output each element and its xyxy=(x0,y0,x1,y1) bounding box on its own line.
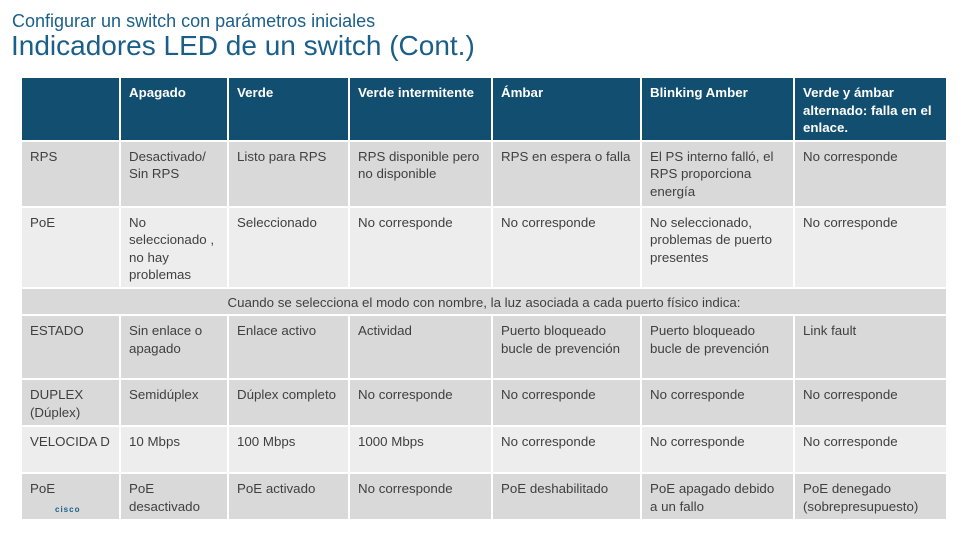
table-header-row xyxy=(21,77,947,141)
table-cell: No corresponde xyxy=(794,426,947,473)
table-cell: Actividad xyxy=(349,315,492,379)
table-cell: Dúplex completo xyxy=(228,379,349,426)
table-cell: PoE denegado (sobrepresupuesto) xyxy=(794,473,947,520)
header-cell: Apagado xyxy=(120,77,228,141)
table-cell: 100 Mbps xyxy=(228,426,349,473)
table-cell: No seleccionado , no hay problemas xyxy=(120,207,228,288)
table-cell: El PS interno falló, el RPS proporciona energía xyxy=(641,141,794,207)
note-cell: Cuando se selecciona el modo con nombre, la luz asociada a cada puerto físico indica: xyxy=(21,288,947,316)
table-cell: No corresponde xyxy=(794,207,947,288)
table-cell: No corresponde xyxy=(349,473,492,520)
table-cell: Listo para RPS xyxy=(228,141,349,207)
row-label: PoE xyxy=(21,207,120,288)
table-cell: No corresponde xyxy=(794,141,947,207)
table-cell: No corresponde xyxy=(794,379,947,426)
table-cell: PoE apagado debido a un fallo xyxy=(641,473,794,520)
table-cell: 1000 Mbps xyxy=(349,426,492,473)
row-label: PoE xyxy=(21,473,120,520)
table-cell: No seleccionado, problemas de puerto presentes xyxy=(641,207,794,288)
header-cell xyxy=(21,77,120,141)
table-cell: No corresponde xyxy=(349,207,492,288)
table-cell: No corresponde xyxy=(641,426,794,473)
table-cell: RPS en espera o falla xyxy=(492,141,641,207)
table-cell: Puerto bloqueado bucle de prevención xyxy=(492,315,641,379)
table-cell: Link fault xyxy=(794,315,947,379)
table-row xyxy=(21,315,947,379)
table-cell: Seleccionado xyxy=(228,207,349,288)
table-cell: Semidúplex xyxy=(120,379,228,426)
table-row xyxy=(21,426,947,473)
header-cell: Verde y ámbar alternado: falla en el enlace. xyxy=(794,77,947,141)
header-cell: Verde xyxy=(228,77,349,141)
table-row xyxy=(21,473,947,520)
table-cell: Puerto bloqueado bucle de prevención xyxy=(641,315,794,379)
header-cell: Verde intermitente xyxy=(349,77,492,141)
table-cell: Desactivado/ Sin RPS xyxy=(120,141,228,207)
row-label: DUPLEX (Dúplex) xyxy=(21,379,120,426)
header-cell: Blinking Amber xyxy=(641,77,794,141)
table-cell: No corresponde xyxy=(492,426,641,473)
table-cell: No corresponde xyxy=(492,207,641,288)
table-row xyxy=(21,379,947,426)
header-cell: Ámbar xyxy=(492,77,641,141)
cisco-logo: cisco xyxy=(55,505,81,514)
led-indicator-table xyxy=(20,76,948,521)
table-cell: Sin enlace o apagado xyxy=(120,315,228,379)
row-label: VELOCIDA D xyxy=(21,426,120,473)
table-cell: PoE desactivado xyxy=(120,473,228,520)
row-label: ESTADO xyxy=(21,315,120,379)
table-row xyxy=(21,141,947,207)
table-cell: PoE deshabilitado xyxy=(492,473,641,520)
table-note-row xyxy=(21,288,947,316)
row-label: RPS xyxy=(21,141,120,207)
table-row xyxy=(21,207,947,288)
table-cell: PoE activado xyxy=(228,473,349,520)
table-cell: No corresponde xyxy=(349,379,492,426)
table-cell: Enlace activo xyxy=(228,315,349,379)
page-title: Indicadores LED de un switch (Cont.) xyxy=(11,30,475,61)
table-cell: No corresponde xyxy=(492,379,641,426)
table-cell: No corresponde xyxy=(641,379,794,426)
table-cell: 10 Mbps xyxy=(120,426,228,473)
table-cell: RPS disponible pero no disponible xyxy=(349,141,492,207)
subtitle: Configurar un switch con parámetros iniciales xyxy=(12,11,376,31)
